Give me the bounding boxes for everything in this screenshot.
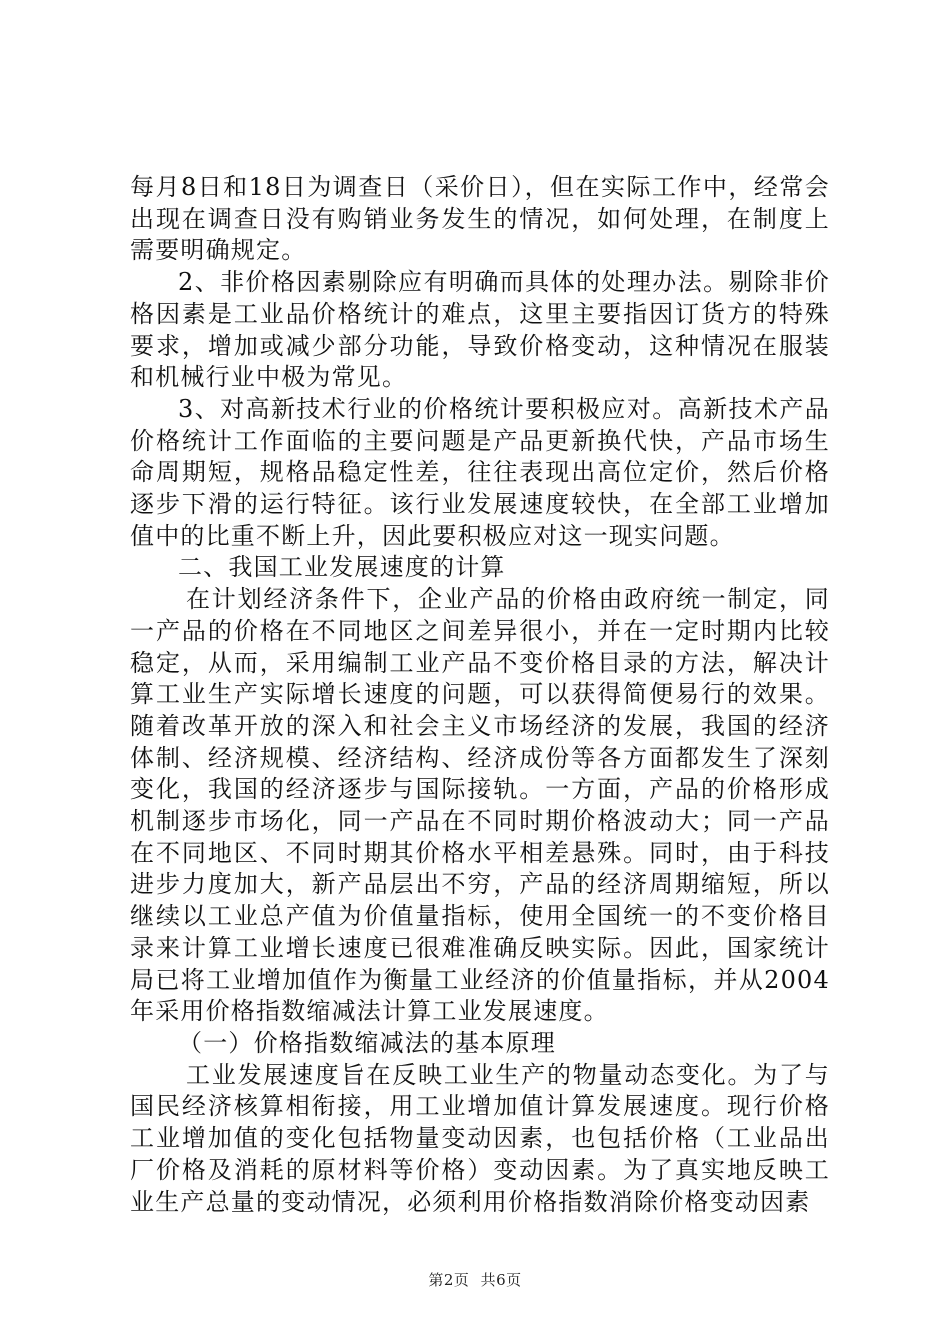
document-body — [130, 172, 830, 1218]
paragraph-item-2: 2、非价格因素剔除应有明确而具体的处理办法。剔除非价格因素是工业品价格统计的难点，这里主要指因订货方的特殊要求，增加或减少部分功能，导致价格变动，这种情况在服装和机械行业中极为常见。 — [130, 268, 830, 392]
subsection-heading: （一）价格指数缩减法的基本原理 — [178, 1028, 556, 1057]
paragraph-continued: 每月8日和18日为调查日（采价日），但在实际工作中，经常会出现在调查日没有购销业务发生的情况，如何处理，在制度上需要明确规定。 — [130, 173, 830, 265]
paragraph-subsection-body: 工业发展速度旨在反映工业生产的物量动态变化。为了与国民经济核算相衔接，用工业增加值计算发展速度。现行价格工业增加值的变化包括物量变动因素，也包括价格（工业品出厂价格及消耗的原材料等价格）变动因素。为了真实地反映工业生产总量的变动情况，必须利用价格指数消除价格变动因素 — [130, 1060, 830, 1216]
paragraph-section-body: 在计划经济条件下，企业产品的价格由政府统一制定，同一产品的价格在不同地区之间差异很小，并在一定时期内比较稳定，从而，采用编制工业产品不变价格目录的方法，解决计算工业生产实际增长速度的问题，可以获得简便易行的效果。随着改革开放的深入和社会主义市场经济的发展，我国的经济体制、经济规模、经济结构、经济成份等各方面都发生了深刻变化，我国的经济逐步与国际接轨。一方面，产品的价格形成机制逐步市场化，同一产品在不同时期价格波动大；同一产品在不同地区、不同时期其价格水平相差悬殊。同时，由于科技进步力度加大，新产品层出不穷，产品的经济周期缩短，所以继续以工业总产值为价值量指标，使用全国统一的不变价格目录来计算工业增长速度已很难准确反映实际。因此，国家统计局已将工业增加值作为衡量工业经济的价值量指标，并从2004年采用价格指数缩减法计算工业发展速度。 — [130, 585, 830, 1026]
paragraph-item-3: 3、对高新技术行业的价格统计要积极应对。高新技术产品价格统计工作面临的主要问题是产品更新换代快，产品市场生命周期短，规格品稳定性差，往往表现出高位定价，然后价格逐步下滑的运行特征。该行业发展速度较快，在全部工业增加值中的比重不断上升，因此要积极应对这一现实问题。 — [130, 394, 830, 550]
page-number: 第2页 — [428, 1271, 470, 1289]
section-heading: 二、我国工业发展速度的计算 — [178, 553, 506, 582]
page-footer — [0, 1270, 950, 1290]
page-total: 共6页 — [480, 1271, 522, 1289]
